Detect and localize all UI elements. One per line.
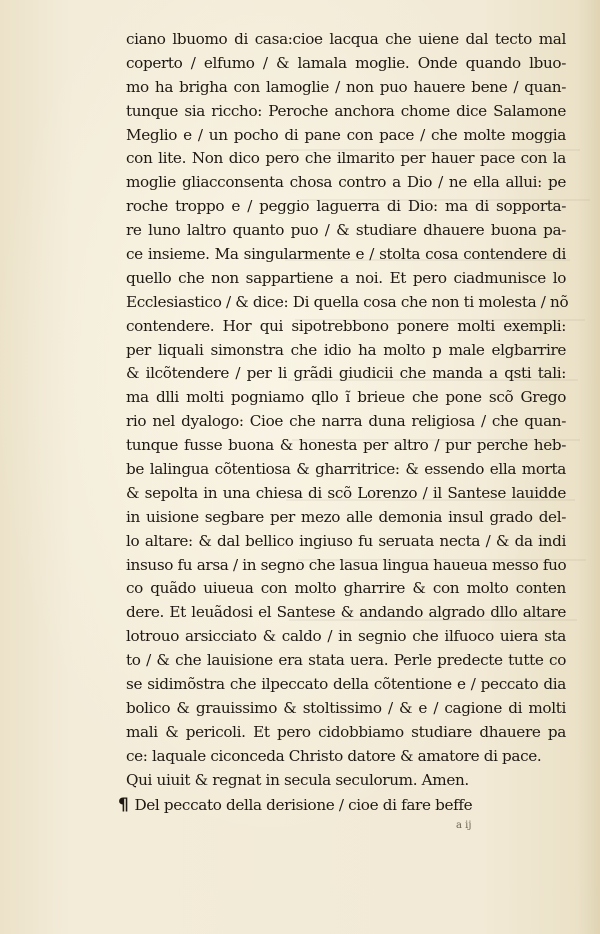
text-line: se sidimõstra che ilpeccato della cõtentione e / peccato dia — [126, 675, 566, 694]
text-line: & sepolta in una chiesa di scõ Lorenzo / il Santese lauidde — [126, 483, 566, 502]
text-line: per liquali simonstra che idio ha molto p male elgbarrire — [126, 340, 566, 359]
text-line: lo altare: & dal bellico ingiuso fu seruata necta / & da indi — [126, 531, 566, 550]
text-line: Meglio e / un pocho di pane con pace / che molte moggia — [126, 125, 566, 144]
chapter-heading-text: Del peccato della derisione / cioe di fare beffe — [134, 795, 473, 814]
text-line: ce insieme. Ma singularmente e / stolta cosa contendere di — [126, 245, 566, 264]
text-line: co quãdo uiueua con molto gharrire & con molto conten — [126, 579, 566, 598]
text-line: coperto / elfumo / & lamala moglie. Onde quando lbuo- — [126, 53, 566, 72]
text-line-closing: Qui uiuit & regnat in secula seculorum. Amen. — [126, 770, 469, 789]
text-line: ce: laquale ciconceda Christo datore & amatore di pace. — [126, 746, 542, 765]
text-line: quello che non sappartiene a noi. Et pero ciadmunisce lo — [126, 268, 566, 287]
text-line: re luno laltro quanto puo / & studiare dhauere buona pa- — [126, 221, 566, 240]
body-text-block — [118, 28, 569, 817]
text-line: tunque sia riccho: Peroche anchora chome dice Salamone — [126, 101, 566, 120]
pilcrow-icon: ¶ — [118, 794, 129, 815]
chapter-heading — [118, 793, 566, 817]
text-line: dere. Et leuãdosi el Santese & andando algrado dllo altare — [126, 603, 566, 622]
text-line: moglie gliacconsenta chosa contro a Dio / ne ella allui: pe — [126, 173, 566, 192]
text-line: rio nel dyalogo: Cioe che narra duna religiosa / che quan- — [126, 412, 566, 431]
text-line: to / & che lauisione era stata uera. Perle predecte tutte co — [126, 651, 566, 670]
text-line: Ecclesiastico / & dice: Di quella cosa che non ti molesta / nõ — [126, 292, 569, 311]
text-line: in uisione segbare per mezo alle demonia insul grado del- — [126, 507, 566, 526]
text-line: mo ha brigha con lamoglie / non puo hauere bene / quan- — [126, 77, 566, 96]
text-line: tunque fusse buona & honesta per altro / pur perche heb- — [126, 436, 566, 455]
text-line: con lite. Non dico pero che ilmarito per hauer pace con la — [126, 149, 566, 168]
text-line: ciano lbuomo di casa:cioe lacqua che uiene dal tecto mal — [126, 30, 566, 48]
text-line: mali & pericoli. Et pero cidobbiamo studiare dhauere pa — [126, 722, 566, 741]
text-line: bolico & grauissimo & stoltissimo / & e / cagione di molti — [126, 698, 566, 717]
signature-mark: a ij — [456, 820, 472, 831]
text-line: ma dlli molti pogniamo qllo ĩ brieue che pone scõ Grego — [126, 388, 566, 407]
text-line: lotrouo arsicciato & caldo / in segnio che ilfuoco uiera sta — [126, 627, 566, 646]
page-edge-stain — [578, 0, 600, 934]
text-line: & ilcõtendere / per li grãdi giudicii che manda a qsti tali: — [126, 364, 566, 383]
text-line: contendere. Hor qui sipotrebbono ponere molti exempli: — [126, 316, 566, 335]
text-line: insuso fu arsa / in segno che lasua lingua haueua messo fuo — [126, 555, 567, 574]
text-line: be lalingua cõtentiosa & gharritrice: & essendo ella morta — [126, 460, 566, 479]
text-line: roche troppo e / peggio laguerra di Dio: ma di sopporta- — [126, 197, 566, 216]
